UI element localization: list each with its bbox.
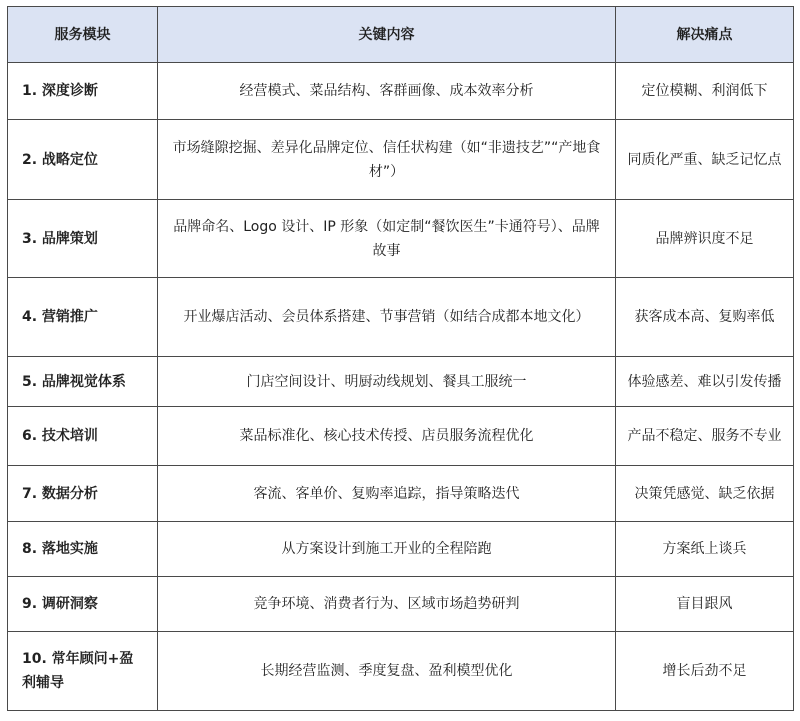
module-cell: 5. 品牌视觉体系 xyxy=(8,357,158,407)
module-cell: 2. 战略定位 xyxy=(8,120,158,200)
content-cell: 长期经营监测、季度复盘、盈利模型优化 xyxy=(158,632,616,711)
header-module: 服务模块 xyxy=(8,7,158,63)
service-table-container xyxy=(7,6,793,711)
table-header-row xyxy=(8,7,794,63)
table-row xyxy=(8,278,794,357)
service-table xyxy=(7,6,794,711)
content-cell: 品牌命名、Logo 设计、IP 形象（如定制“餐饮医生”卡通符号）、品牌故事 xyxy=(158,200,616,278)
content-cell: 市场缝隙挖掘、差异化品牌定位、信任状构建（如“非遗技艺”“产地食材”） xyxy=(158,120,616,200)
module-cell: 10. 常年顾问+盈利辅导 xyxy=(8,632,158,711)
table-row xyxy=(8,407,794,466)
pain-cell: 定位模糊、利润低下 xyxy=(616,63,794,120)
pain-cell: 增长后劲不足 xyxy=(616,632,794,711)
header-pain: 解决痛点 xyxy=(616,7,794,63)
content-cell: 客流、客单价、复购率追踪，指导策略迭代 xyxy=(158,466,616,522)
pain-cell: 方案纸上谈兵 xyxy=(616,522,794,577)
module-cell: 9. 调研洞察 xyxy=(8,577,158,632)
pain-cell: 产品不稳定、服务不专业 xyxy=(616,407,794,466)
pain-cell: 决策凭感觉、缺乏依据 xyxy=(616,466,794,522)
table-row xyxy=(8,577,794,632)
content-cell: 竞争环境、消费者行为、区域市场趋势研判 xyxy=(158,577,616,632)
pain-cell: 体验感差、难以引发传播 xyxy=(616,357,794,407)
table-row xyxy=(8,522,794,577)
module-cell: 1. 深度诊断 xyxy=(8,63,158,120)
content-cell: 菜品标准化、核心技术传授、店员服务流程优化 xyxy=(158,407,616,466)
pain-cell: 获客成本高、复购率低 xyxy=(616,278,794,357)
pain-cell: 品牌辨识度不足 xyxy=(616,200,794,278)
content-cell: 开业爆店活动、会员体系搭建、节事营销（如结合成都本地文化） xyxy=(158,278,616,357)
content-cell: 经营模式、菜品结构、客群画像、成本效率分析 xyxy=(158,63,616,120)
module-cell: 7. 数据分析 xyxy=(8,466,158,522)
table-row xyxy=(8,63,794,120)
table-row xyxy=(8,357,794,407)
header-content: 关键内容 xyxy=(158,7,616,63)
table-row xyxy=(8,120,794,200)
pain-cell: 同质化严重、缺乏记忆点 xyxy=(616,120,794,200)
module-cell: 6. 技术培训 xyxy=(8,407,158,466)
module-cell: 3. 品牌策划 xyxy=(8,200,158,278)
table-row xyxy=(8,200,794,278)
content-cell: 门店空间设计、明厨动线规划、餐具工服统一 xyxy=(158,357,616,407)
module-cell: 4. 营销推广 xyxy=(8,278,158,357)
pain-cell: 盲目跟风 xyxy=(616,577,794,632)
table-row xyxy=(8,632,794,711)
module-cell: 8. 落地实施 xyxy=(8,522,158,577)
table-row xyxy=(8,466,794,522)
content-cell: 从方案设计到施工开业的全程陪跑 xyxy=(158,522,616,577)
